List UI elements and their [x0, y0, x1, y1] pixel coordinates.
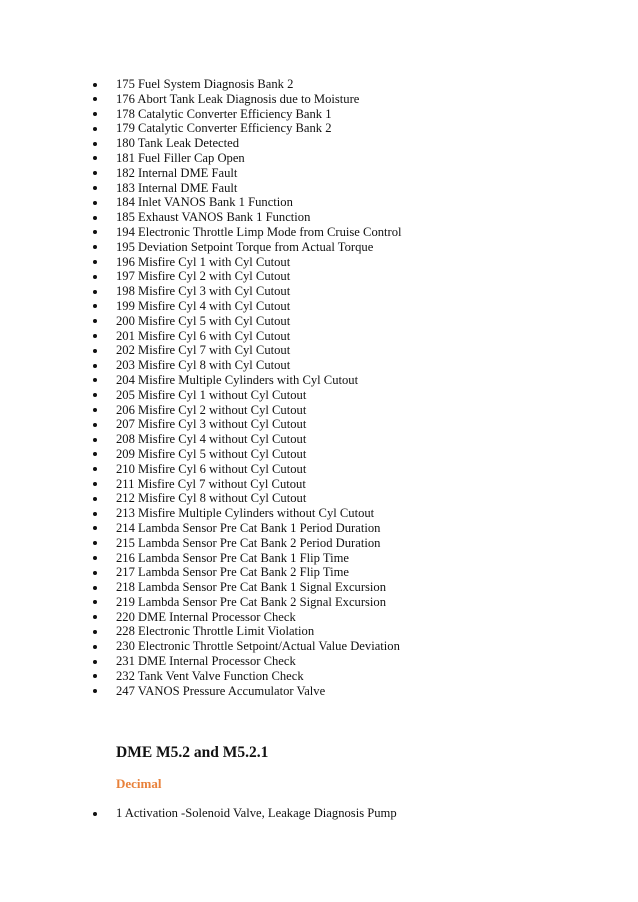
list-item [92, 195, 612, 210]
list-item [92, 624, 612, 639]
list-item-text: 202 Misfire Cyl 7 with Cyl Cutout [116, 343, 291, 358]
list-item-text: 197 Misfire Cyl 2 with Cyl Cutout [116, 269, 291, 284]
list-item [92, 240, 612, 255]
bullet-icon [93, 378, 97, 382]
bullet-icon [93, 615, 97, 619]
list-item [92, 551, 612, 566]
list-item-text: 184 Inlet VANOS Bank 1 Function [116, 195, 293, 210]
bullet-icon [93, 216, 97, 220]
list-item-text: 204 Misfire Multiple Cylinders with Cyl Cutout [116, 372, 359, 387]
list-item-text: 195 Deviation Setpoint Torque from Actual Torque [116, 239, 374, 254]
list-item [92, 343, 612, 358]
list-item [92, 610, 612, 625]
bullet-icon [93, 142, 97, 146]
bullet-icon [93, 630, 97, 634]
list-item [92, 314, 612, 329]
list-item [92, 462, 612, 477]
bullet-icon [93, 438, 97, 442]
bullet-icon [93, 364, 97, 368]
list-item [92, 92, 612, 107]
list-item-text: 199 Misfire Cyl 4 with Cyl Cutout [116, 298, 291, 313]
list-item-text: 213 Misfire Multiple Cylinders without Cyl Cutout [116, 506, 375, 521]
list-item [92, 284, 612, 299]
list-item-text: 209 Misfire Cyl 5 without Cyl Cutout [116, 446, 307, 461]
list-item [92, 684, 612, 699]
bullet-icon [93, 319, 97, 323]
list-item-text: 181 Fuel Filler Cap Open [116, 150, 245, 165]
list-item [92, 477, 612, 492]
list-item-text: 178 Catalytic Converter Efficiency Bank 1 [116, 106, 332, 121]
list-item-text: 182 Internal DME Fault [116, 165, 238, 180]
list-item-text: 207 Misfire Cyl 3 without Cyl Cutout [116, 417, 307, 432]
list-item-text: 196 Misfire Cyl 1 with Cyl Cutout [116, 254, 291, 269]
bullet-icon [93, 201, 97, 205]
bullet-icon [93, 349, 97, 353]
list-item [92, 358, 612, 373]
list-item [92, 255, 612, 270]
section-subheading: Decimal [116, 776, 162, 791]
list-item-text: 175 Fuel System Diagnosis Bank 2 [116, 77, 294, 91]
list-item [92, 121, 612, 136]
list-item-text: 230 Electronic Throttle Setpoint/Actual Value Deviation [116, 639, 400, 654]
bullet-icon [93, 83, 97, 87]
list-item [92, 269, 612, 284]
bullet-icon [93, 112, 97, 116]
list-item-text: 215 Lambda Sensor Pre Cat Bank 2 Period Duration [116, 535, 381, 550]
list-item [92, 669, 612, 684]
list-item [92, 580, 612, 595]
list-item [92, 373, 612, 388]
bullet-icon [93, 171, 97, 175]
bullet-icon [93, 674, 97, 678]
bullet-icon [93, 408, 97, 412]
bullet-icon [93, 393, 97, 397]
list-item-text: 232 Tank Vent Valve Function Check [116, 668, 304, 683]
list-item-text: 183 Internal DME Fault [116, 180, 238, 195]
list-item [92, 225, 612, 240]
list-item-text: 220 DME Internal Processor Check [116, 609, 296, 624]
bullet-icon [93, 186, 97, 190]
list-item-text: 198 Misfire Cyl 3 with Cyl Cutout [116, 284, 291, 299]
bullet-icon [93, 275, 97, 279]
bullet-icon [93, 812, 97, 816]
list-item [92, 806, 612, 821]
list-item [92, 432, 612, 447]
bullet-icon [93, 290, 97, 294]
list-item-text: 185 Exhaust VANOS Bank 1 Function [116, 210, 311, 225]
list-item [92, 151, 612, 166]
list-item [92, 210, 612, 225]
list-item [92, 565, 612, 580]
list-item-text: 201 Misfire Cyl 6 with Cyl Cutout [116, 328, 291, 343]
bullet-icon [93, 230, 97, 234]
bullet-icon [93, 260, 97, 264]
list-item-text: 231 DME Internal Processor Check [116, 654, 296, 669]
bullet-icon [93, 482, 97, 486]
bullet-icon [93, 304, 97, 308]
list-item-text: 205 Misfire Cyl 1 without Cyl Cutout [116, 387, 307, 402]
bullet-icon [93, 645, 97, 649]
list-item-text: 208 Misfire Cyl 4 without Cyl Cutout [116, 432, 307, 447]
list-item-text: 194 Electronic Throttle Limp Mode from Cruise Control [116, 224, 402, 239]
list-item-text: 214 Lambda Sensor Pre Cat Bank 1 Period Duration [116, 520, 381, 535]
list-item-text: 219 Lambda Sensor Pre Cat Bank 2 Signal Excursion [116, 594, 387, 609]
bullet-icon [93, 600, 97, 604]
list-item [92, 107, 612, 122]
list-item-text: 179 Catalytic Converter Efficiency Bank 2 [116, 121, 332, 136]
bullet-icon [93, 156, 97, 160]
list-item [92, 536, 612, 551]
bullet-icon [93, 423, 97, 427]
bullet-icon [93, 586, 97, 590]
bullet-icon [93, 512, 97, 516]
list-item [92, 639, 612, 654]
list-item [92, 417, 612, 432]
bullet-icon [93, 541, 97, 545]
list-item [92, 181, 612, 196]
list-item-text: 216 Lambda Sensor Pre Cat Bank 1 Flip Time [116, 550, 349, 565]
list-item [92, 403, 612, 418]
list-item [92, 136, 612, 151]
list-item [92, 329, 612, 344]
bullet-icon [93, 497, 97, 501]
bullet-icon [93, 97, 97, 101]
list-item [92, 521, 612, 536]
bullet-icon [93, 467, 97, 471]
section-heading: DME M5.2 and M5.2.1 [116, 744, 269, 761]
list-item-text: 203 Misfire Cyl 8 with Cyl Cutout [116, 358, 291, 373]
list-item [92, 447, 612, 462]
list-item-text: 212 Misfire Cyl 8 without Cyl Cutout [116, 491, 307, 506]
bullet-icon [93, 127, 97, 131]
list-item [92, 595, 612, 610]
list-item [92, 77, 612, 92]
list-item-text: 218 Lambda Sensor Pre Cat Bank 1 Signal Excursion [116, 580, 387, 595]
list-item-text: 200 Misfire Cyl 5 with Cyl Cutout [116, 313, 291, 328]
list-item-text: 1 Activation -Solenoid Valve, Leakage Diagnosis Pump [116, 806, 397, 820]
bullet-icon [93, 689, 97, 693]
list-item [92, 299, 612, 314]
list-item [92, 388, 612, 403]
bullet-icon [93, 556, 97, 560]
bullet-icon [93, 245, 97, 249]
list-item-text: 210 Misfire Cyl 6 without Cyl Cutout [116, 461, 307, 476]
bullet-icon [93, 571, 97, 575]
bullet-icon [93, 452, 97, 456]
list-item [92, 654, 612, 669]
list-item [92, 506, 612, 521]
bullet-icon [93, 660, 97, 664]
bullet-icon [93, 526, 97, 530]
list-item-text: 217 Lambda Sensor Pre Cat Bank 2 Flip Time [116, 565, 349, 580]
list-item-text: 211 Misfire Cyl 7 without Cyl Cutout [116, 476, 306, 491]
list-item-text: 228 Electronic Throttle Limit Violation [116, 624, 315, 639]
list-item-text: 247 VANOS Pressure Accumulator Valve [116, 683, 326, 698]
list-item-text: 206 Misfire Cyl 2 without Cyl Cutout [116, 402, 307, 417]
fault-code-list-2 [92, 806, 612, 821]
list-item-text: 180 Tank Leak Detected [116, 136, 240, 151]
list-item [92, 491, 612, 506]
bullet-icon [93, 334, 97, 338]
fault-code-list [92, 77, 612, 698]
list-item [92, 166, 612, 181]
list-item-text: 176 Abort Tank Leak Diagnosis due to Moisture [116, 91, 360, 106]
